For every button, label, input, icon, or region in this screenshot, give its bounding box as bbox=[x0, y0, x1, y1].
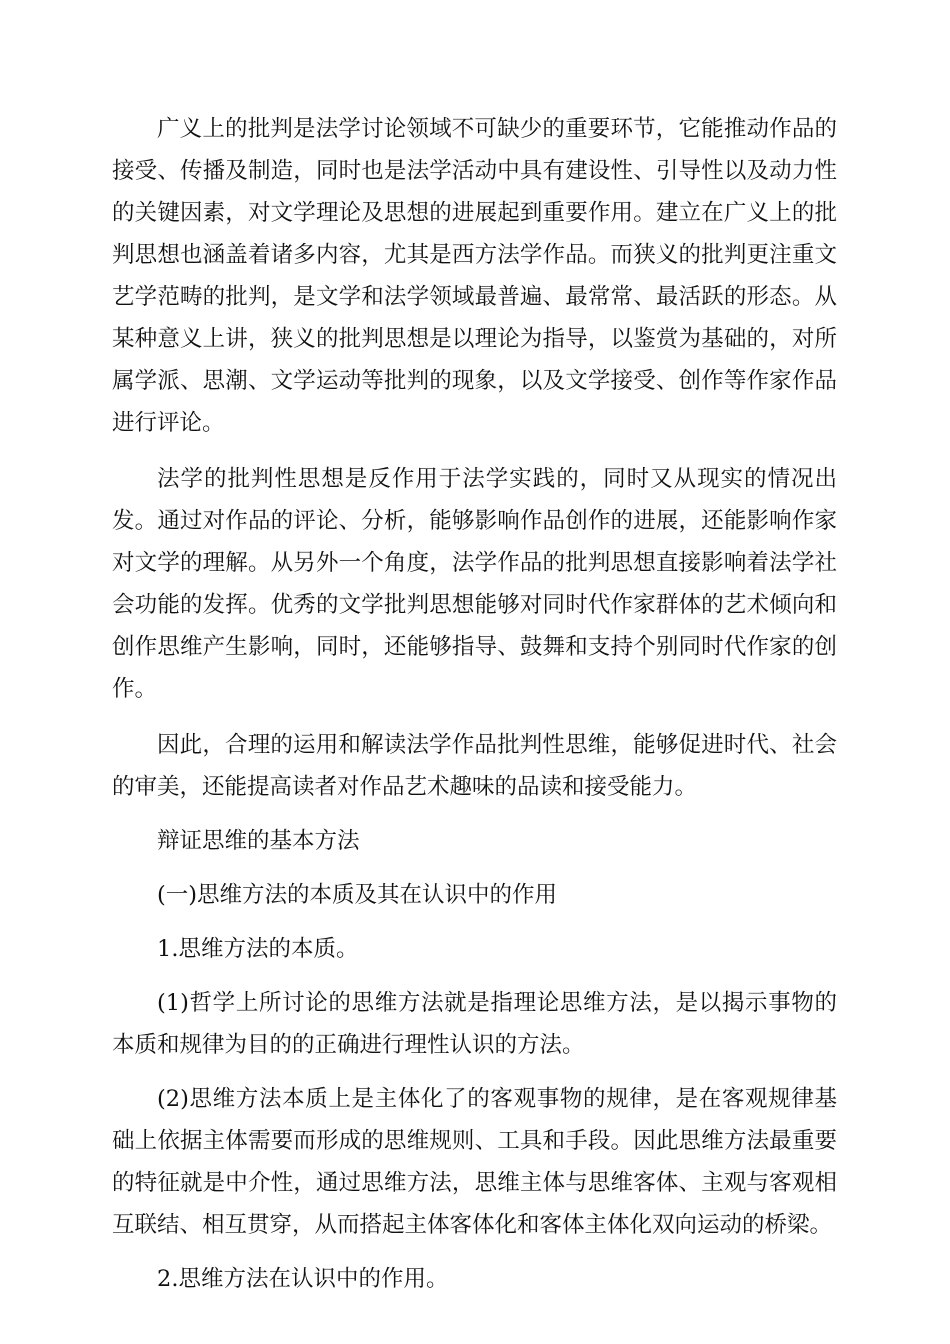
item-heading-2: 2.思维方法在认识中的作用。 bbox=[157, 1266, 449, 1292]
subheading-thinking-method-essence: (一)思维方法的本质及其在认识中的作用 bbox=[157, 882, 558, 908]
list-item-1: (1)哲学上所讨论的思维方法就是指理论思维方法，是以揭示事物的本质和规律为目的的正确进行理性认识的方法。 bbox=[112, 990, 837, 1058]
paragraph-broad-criticism: 广义上的批判是法学讨论领域不可缺少的重要环节，它能推动作品的接受、传播及制造，同时也是法学活动中具有建设性、引导性以及动力性的关键因素，对文学理论及思想的进展起到重要作用。建立在广义上的批判思想也涵盖着诸多内容，尤其是西方法学作品。而狭义的批判更注重文艺学范畴的批判，是文学和法学领域最普遍、最常常、最活跃的形态。从某种意义上讲，狭义的批判思想是以理论为指导，以鉴赏为基础的，对所属学派、思潮、文学运动等批判的现象，以及文学接受、创作等作家作品进行评论。 bbox=[112, 116, 837, 436]
list-item-2: (2)思维方法本质上是主体化了的客观事物的规律，是在客观规律基础上依据主体需要而形成的思维规则、工具和手段。因此思维方法最重要的特征就是中介性，通过思维方法，思维主体与思维客体、主观与客观相互联结、相互贯穿，从而搭起主体客体化和客体主体化双向运动的桥梁。 bbox=[112, 1086, 837, 1238]
paragraph-critical-thinking: 法学的批判性思想是反作用于法学实践的，同时又从现实的情况出发。通过对作品的评论、分析，能够影响作品创作的进展，还能影响作家对文学的理解。从另外一个角度，法学作品的批判思想直接影响着法学社会功能的发挥。优秀的文学批判思想能够对同时代作家群体的艺术倾向和创作思维产生影响，同时，还能够指导、鼓舞和支持个别同时代作家的创作。 bbox=[112, 466, 837, 702]
section-heading-dialectical-thinking: 辩证思维的基本方法 bbox=[157, 828, 360, 854]
document-body bbox=[112, 108, 837, 1312]
item-heading-1: 1.思维方法的本质。 bbox=[157, 936, 359, 962]
paragraph-conclusion: 因此，合理的运用和解读法学作品批判性思维，能够促进时代、社会的审美，还能提高读者对作品艺术趣味的品读和接受能力。 bbox=[112, 732, 837, 800]
